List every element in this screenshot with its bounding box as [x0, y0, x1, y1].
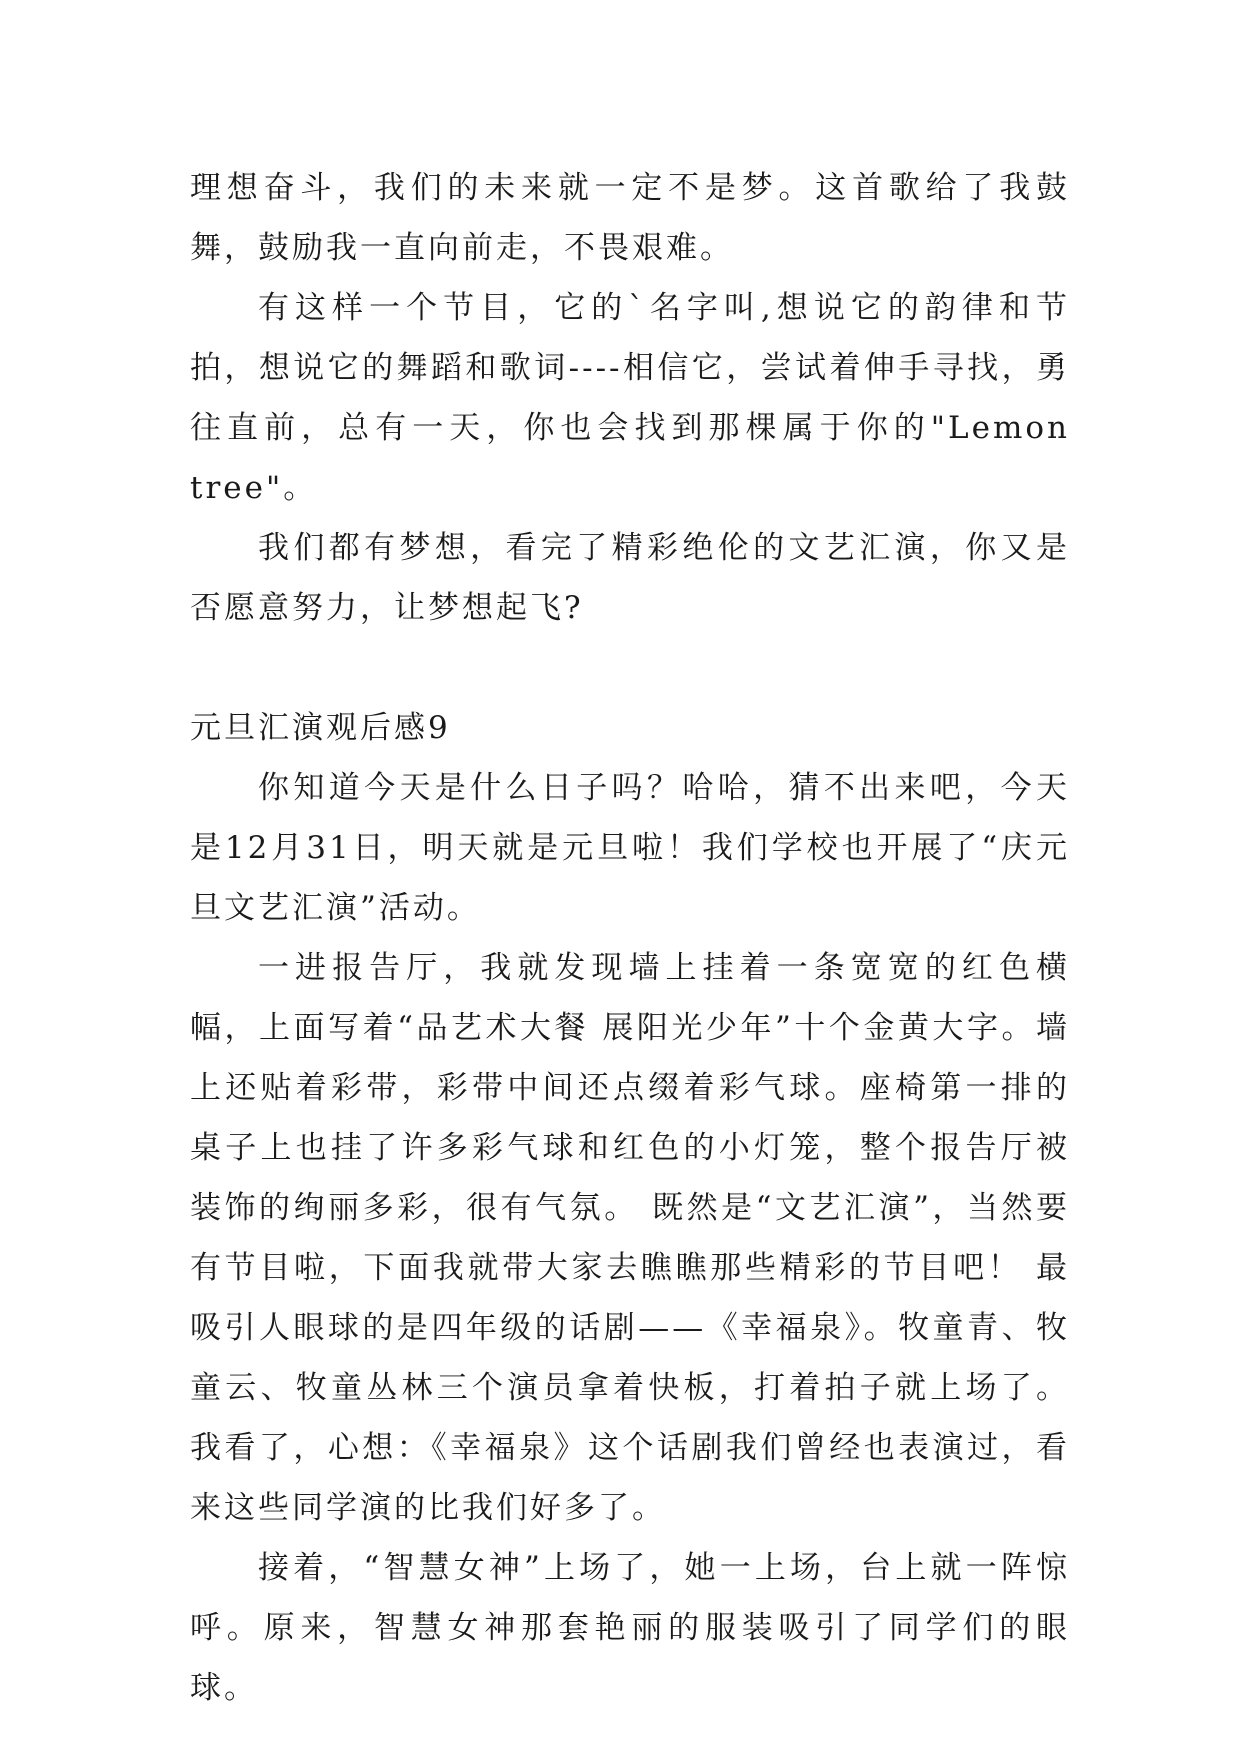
document-body: [190, 158, 1070, 1718]
paragraph-dream-fly: 我们都有梦想，看完了精彩绝伦的文艺汇演，你又是否愿意努力，让梦想起飞?: [190, 530, 1070, 626]
paragraph-report-hall: 一进报告厅，我就发现墙上挂着一条宽宽的红色横幅，上面写着“品艺术大餐 展阳光少年”十个金黄大字。墙上还贴着彩带，彩带中间还点缀着彩气球。座椅第一排的桌子上也挂了许多彩气球和红色的小灯笼，整个报告厅被装饰的绚丽多彩，很有气氛。 既然是“文艺汇演”，当然要有节目啦，下面我就带大家去瞧瞧那些精彩的节目吧！ 最吸引人眼球的是四年级的话剧——《幸福泉》。牧童青、牧童云、牧童丛林三个演员拿着快板，打着拍子就上场了。我看了，心想：《幸福泉》这个话剧我们曾经也表演过，看来这些同学演的比我们好多了。: [190, 950, 1070, 1526]
paragraph-lemon-tree: 有这样一个节目，它的`名字叫,想说它的韵律和节拍，想说它的舞蹈和歌词----相信它，尝试着伸手寻找，勇往直前，总有一天，你也会找到那棵属于你的"Lemon tree"。: [190, 290, 1070, 506]
paragraph-new-year-eve: 你知道今天是什么日子吗？哈哈，猜不出来吧，今天是12月31日，明天就是元旦啦！我们学校也开展了“庆元旦文艺汇演”活动。: [190, 770, 1070, 926]
paragraph-wisdom-goddess: 接着，“智慧女神”上场了，她一上场，台上就一阵惊呼。原来，智慧女神那套艳丽的服装吸引了同学们的眼球。: [190, 1550, 1070, 1706]
section-title: 元旦汇演观后感9: [190, 710, 451, 746]
paragraph-dream-song: 理想奋斗，我们的未来就一定不是梦。这首歌给了我鼓舞，鼓励我一直向前走，不畏艰难。: [190, 170, 1070, 266]
